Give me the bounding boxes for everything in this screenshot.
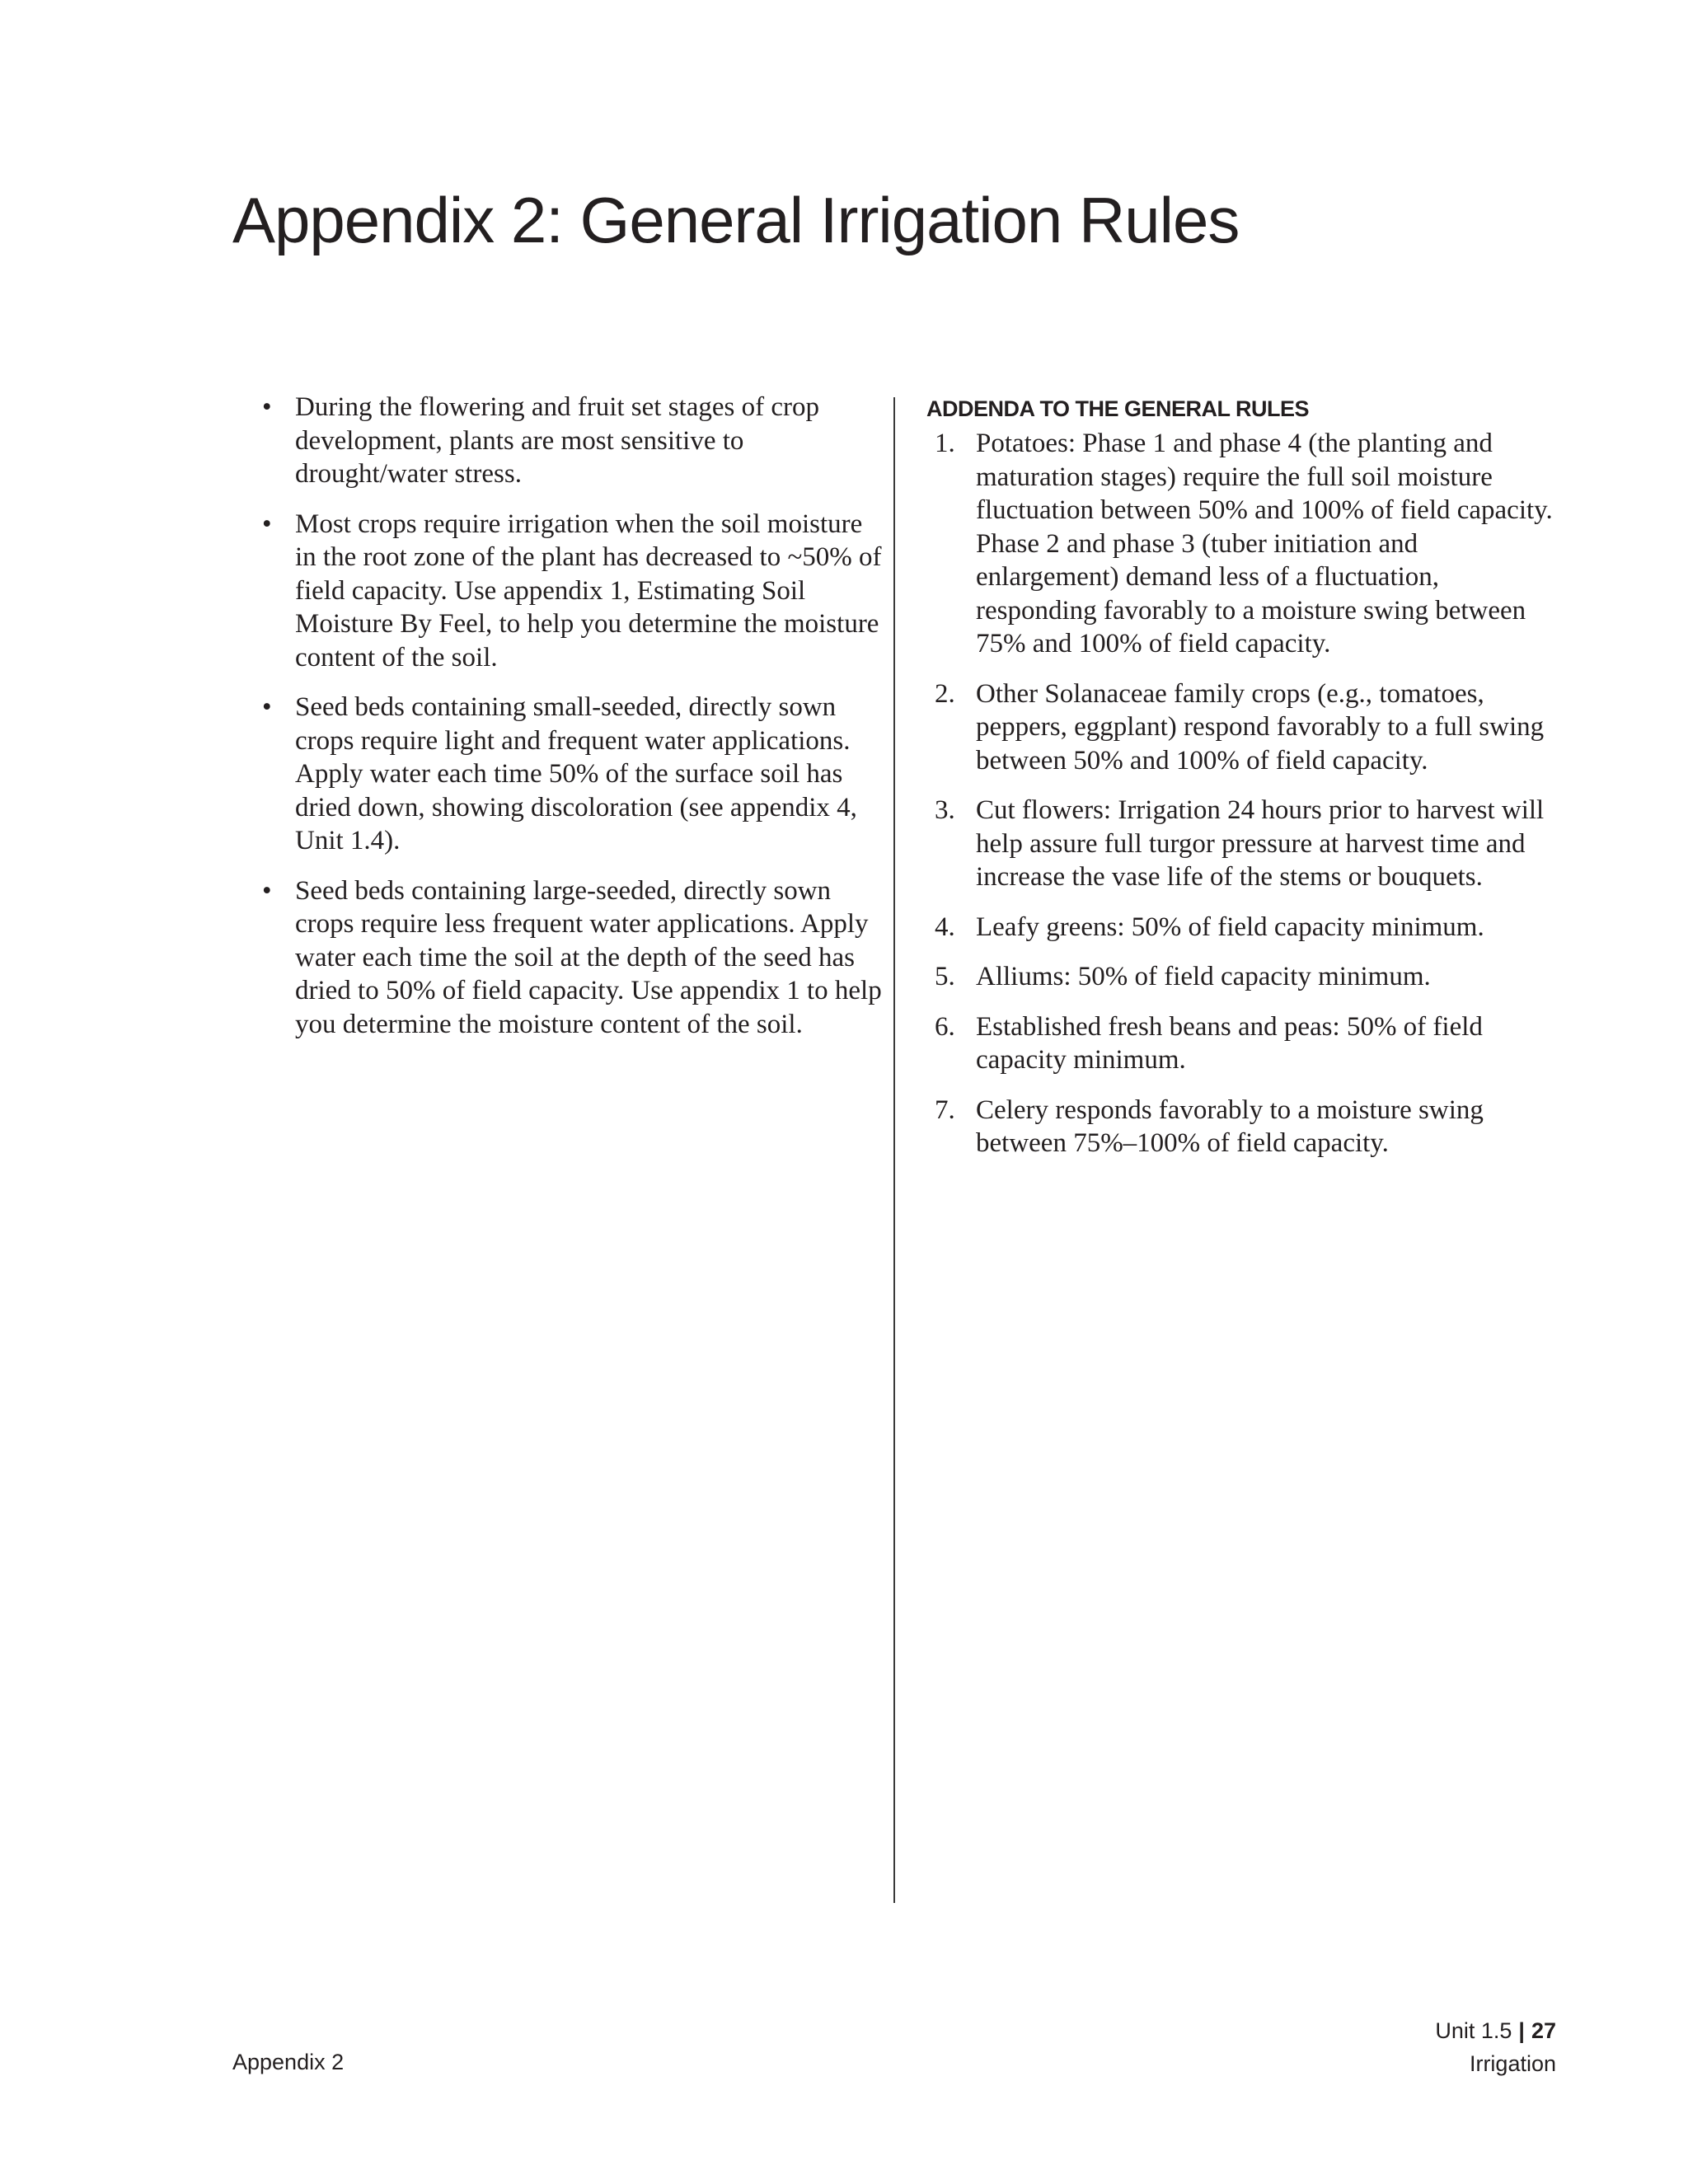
item-number: 3.	[935, 795, 955, 825]
addenda-heading: ADDENDA TO THE GENERAL RULES	[926, 396, 1310, 421]
item-text: Other Solanaceae family crops (e.g., tomatoes, peppers, eggplant) respond favorably to a full swing between 50% and 100% of field capacity.	[976, 678, 1545, 776]
list-item	[262, 391, 882, 491]
bullet-icon: •	[262, 509, 272, 539]
item-number: 1.	[935, 429, 955, 458]
numbered-item	[926, 427, 1561, 661]
numbered-item	[926, 960, 1561, 994]
list-item	[262, 691, 882, 858]
footer-section: Irrigation	[1469, 2051, 1556, 2076]
footer-unit: Unit 1.5	[1435, 2018, 1512, 2043]
numbered-item	[926, 677, 1561, 778]
list-item-text: During the flowering and fruit set stages of crop development, plants are most sensitive to drought/water stress.	[295, 392, 819, 489]
bullet-icon: •	[262, 692, 272, 722]
bullet-icon: •	[262, 875, 272, 906]
numbered-item	[926, 1094, 1561, 1160]
item-text: Potatoes: Phase 1 and phase 4 (the planting and maturation stages) require the full soil moisture fluctuation between 50% and 100% of field capacity. Phase 2 and phase 3 (tuber initiation and enlargement) demand less of a fluctuation, responding favorably to a moisture swing between 75% and 100% of field capacity.	[976, 429, 1553, 658]
list-item	[262, 508, 882, 675]
addenda-section	[926, 392, 1561, 1177]
item-number: 7.	[935, 1094, 955, 1125]
column-divider	[893, 397, 895, 1903]
item-number: 4.	[935, 912, 955, 942]
item-text: Established fresh beans and peas: 50% of field capacity minimum.	[976, 1011, 1483, 1075]
bullet-icon: •	[262, 392, 272, 422]
item-text: Leafy greens: 50% of field capacity minimum.	[976, 912, 1484, 942]
numbered-item	[926, 1010, 1561, 1077]
page-number: 27	[1531, 2018, 1556, 2043]
footer-separator: |	[1518, 2018, 1525, 2043]
item-text: Celery responds favorably to a moisture swing between 75%–100% of field capacity.	[976, 1094, 1484, 1158]
list-item	[262, 874, 882, 1042]
item-text: Alliums: 50% of field capacity minimum.	[976, 962, 1431, 991]
item-number: 5.	[935, 962, 955, 991]
numbered-item	[926, 911, 1561, 944]
list-item-text: Seed beds containing large-seeded, directly sown crops require less frequent water applications. Apply water each time the soil at the depth of the seed has dried to 50% of field capacity. Use appendix 1 to help you determine the moisture content of the soil.	[295, 875, 882, 1039]
item-number: 2.	[935, 678, 955, 709]
footer-page-info	[1435, 2014, 1556, 2080]
page-title: Appendix 2: General Irrigation Rules	[232, 184, 1240, 256]
item-text: Cut flowers: Irrigation 24 hours prior to harvest will help assure full turgor pressure at harvest time and increase the vase life of the stems or bouquets.	[976, 795, 1545, 892]
footer-unit-line	[1435, 2014, 1556, 2047]
numbered-item	[926, 794, 1561, 894]
footer-section-label: Appendix 2	[232, 2050, 345, 2074]
list-item-text: Most crops require irrigation when the soil moisture in the root zone of the plant has decreased to ~50% of field capacity. Use appendix 1, Estimating Soil Moisture By Feel, to help you determine the moisture content of the soil.	[295, 509, 882, 673]
item-number: 6.	[935, 1011, 955, 1042]
list-item-text: Seed beds containing small-seeded, directly sown crops require light and frequent water applications. Apply water each time 50% of the surface soil has dried down, showing discoloration (see appendix 4, Unit 1.4).	[295, 692, 857, 855]
general-rules-list	[262, 391, 882, 1057]
